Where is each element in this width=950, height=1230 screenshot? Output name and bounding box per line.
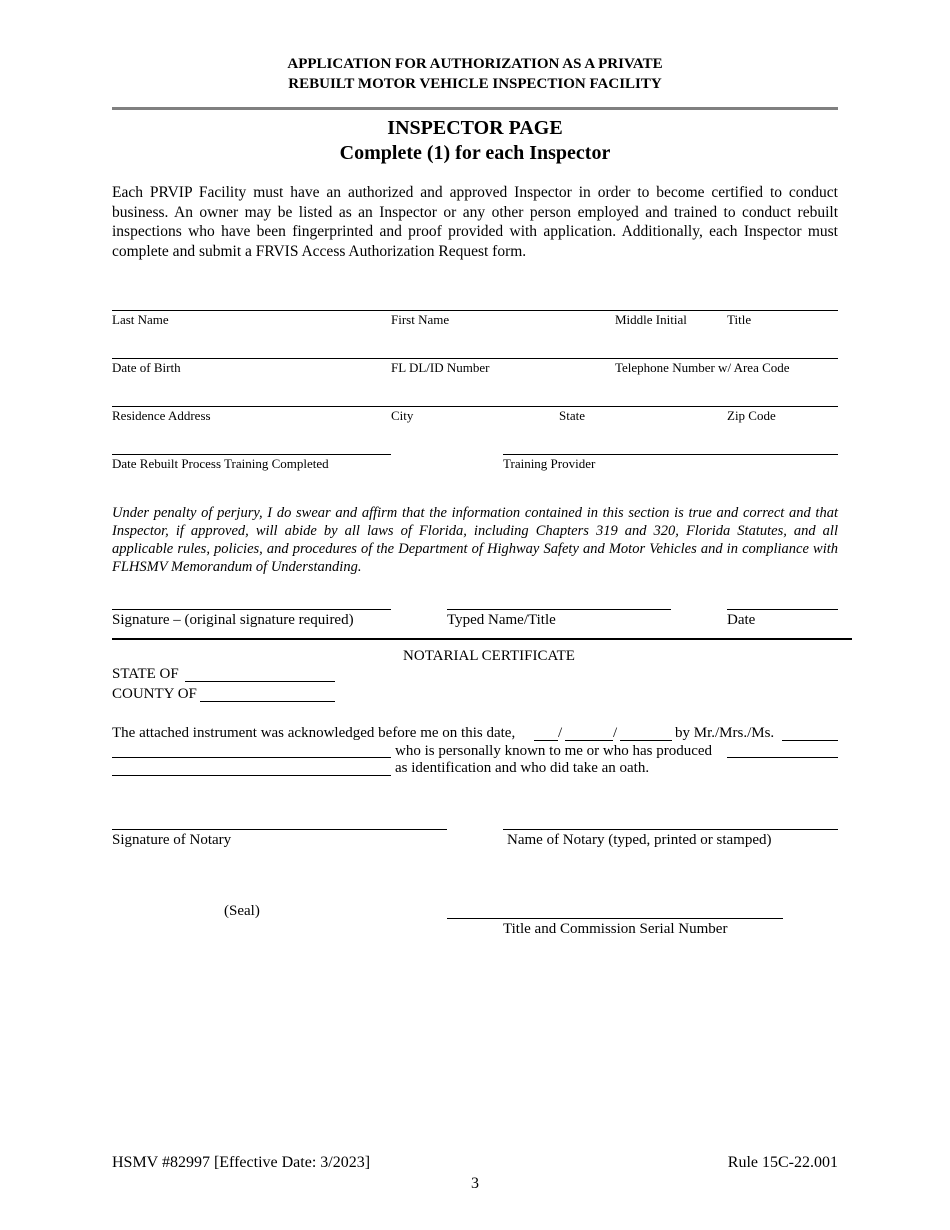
date-slash-2: / [613,725,618,741]
id-text: as identification and who did take an oath. [395,760,650,776]
city-label: City [391,408,414,423]
last-name-label: Last Name [112,312,169,327]
state-of-label: STATE OF [112,666,179,682]
zip-label: Zip Code [727,408,776,423]
fl-dl-label: FL DL/ID Number [391,360,490,375]
ack-month-line[interactable] [534,740,558,741]
header-divider [112,107,838,110]
state-of-line[interactable] [185,681,335,682]
training-provider-line[interactable] [503,454,838,455]
ack-day-line[interactable] [565,740,613,741]
title-label: Title [727,312,752,327]
address-field-line[interactable] [112,406,838,407]
signature-label: Signature – (original signature required) [112,612,354,628]
intro-paragraph: Each PRVIP Facility must have an authorized and approved Inspector in order to become certified to conduct business. An owner may be listed as an Inspector or any other person employed and trained to conduct rebuilt inspections who have been fingerprinted and proof provided with application. Additionally, each Inspector must complete and submit a FRVIS Access Authorization Request form. [112,184,838,260]
known-text: who is personally known to me or who has produced [395,743,713,759]
form-header-line-2: REBUILT MOTOR VEHICLE INSPECTION FACILITY [288,76,662,92]
by-text: by Mr./Mrs./Ms. [675,725,775,741]
form-id: HSMV #82997 [Effective Date: 3/2023] [112,1154,371,1171]
county-of-line[interactable] [200,701,335,702]
seal-label: (Seal) [224,903,260,919]
phone-label: Telephone Number w/ Area Code [615,360,790,375]
training-provider-label: Training Provider [503,456,596,471]
notary-signature-line[interactable] [112,829,447,830]
date-line[interactable] [727,609,838,610]
first-name-label: First Name [391,312,450,327]
date-label: Date [727,612,756,628]
notary-name-line[interactable] [503,829,838,830]
page-number: 3 [471,1175,479,1192]
commission-line[interactable] [447,918,783,919]
county-of-label: COUNTY OF [112,686,197,702]
commission-label: Title and Commission Serial Number [503,921,728,937]
id-type-line[interactable] [112,775,391,776]
by-name-line[interactable] [782,740,838,741]
state-label: State [559,408,585,423]
notary-divider [112,638,852,640]
typed-name-label: Typed Name/Title [447,612,556,628]
page-title: INSPECTOR PAGE [387,117,563,139]
dob-field-line[interactable] [112,358,838,359]
page-subtitle: Complete (1) for each Inspector [339,142,611,164]
produced-id-line[interactable] [727,757,838,758]
affirmation-paragraph: Under penalty of perjury, I do swear and affirm that the information contained in this section is true and correct and that Inspector, if approved, will abide by all laws of Florida, including Chapters 319 and 320, Florida Statutes, and all applicable rules, policies, and procedures of the Department of Highway Safety and Motor Vehicles and in compliance with FLHSMV Memorandum of Understanding. [112,505,838,575]
name-field-line[interactable] [112,310,838,311]
rule-number: Rule 15C-22.001 [727,1154,838,1171]
typed-name-line[interactable] [447,609,671,610]
signature-line[interactable] [112,609,391,610]
middle-initial-label: Middle Initial [615,312,687,327]
date-slash-1: / [558,725,563,741]
dob-label: Date of Birth [112,360,181,375]
person-name-line[interactable] [112,757,391,758]
training-date-line[interactable] [112,454,391,455]
notary-name-label: Name of Notary (typed, printed or stamped) [507,832,772,848]
ack-year-line[interactable] [620,740,672,741]
residence-label: Residence Address [112,408,211,423]
form-header-line-1: APPLICATION FOR AUTHORIZATION AS A PRIVATE [287,56,663,72]
notary-signature-label: Signature of Notary [112,832,232,848]
notary-heading: NOTARIAL CERTIFICATE [403,648,575,664]
ack-text: The attached instrument was acknowledged before me on this date, [112,725,516,741]
training-date-label: Date Rebuilt Process Training Completed [112,456,329,471]
